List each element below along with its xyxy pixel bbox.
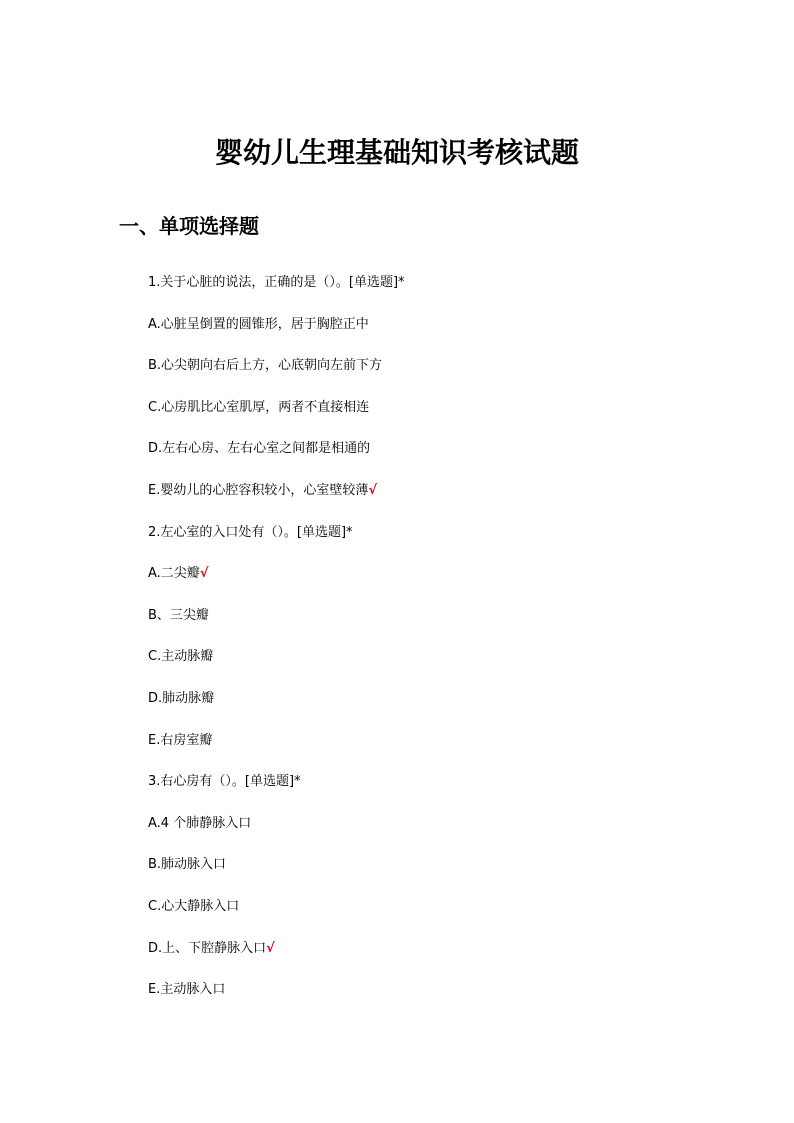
- section-heading: 一、单项选择题: [119, 214, 259, 238]
- option-2-e: [148, 730, 748, 772]
- option-1-c: [148, 397, 748, 439]
- option-1-e: [148, 480, 748, 522]
- option-3-b: [148, 854, 748, 896]
- correct-answer-check-icon: √: [266, 940, 275, 956]
- document-title: 婴幼儿生理基础知识考核试题: [214, 136, 579, 169]
- option-text: E.主动脉入口: [148, 982, 226, 998]
- question-stem-1: [148, 272, 748, 314]
- option-3-e: [148, 979, 748, 1021]
- option-text: B.心尖朝向右后上方，心底朝向左前下方: [148, 358, 383, 374]
- question-stem-text: 1.关于心脏的说法，正确的是（）。[单选题]*: [148, 275, 405, 290]
- option-text: D.上、下腔静脉入口: [148, 940, 267, 956]
- option-text: D.肺动脉瓣: [148, 690, 215, 706]
- option-3-c: [148, 896, 748, 938]
- option-2-b: [148, 605, 748, 647]
- correct-answer-check-icon: √: [368, 482, 378, 498]
- question-stem-text: 3.右心房有（）。[单选题]*: [148, 774, 301, 790]
- option-text: B.肺动脉入口: [148, 857, 227, 873]
- option-text: C.心房肌比心室肌厚，两者不直接相连: [148, 399, 370, 415]
- option-3-a: [148, 813, 748, 855]
- option-text: B、三尖瓣: [148, 607, 209, 623]
- option-2-d: [148, 688, 748, 730]
- option-3-d: [148, 938, 748, 980]
- question-stem-2: [148, 522, 748, 564]
- question-stem-text: 2.左心室的入口处有（）。[单选题]*: [148, 524, 353, 540]
- option-1-b: [148, 355, 748, 397]
- option-text: A.4 个肺静脉入口: [148, 815, 252, 831]
- question-stem-3: [148, 771, 748, 813]
- option-text: C.心大静脉入口: [148, 898, 240, 914]
- option-text: E.右房室瓣: [148, 732, 213, 748]
- option-2-c: [148, 646, 748, 688]
- correct-answer-check-icon: √: [199, 566, 209, 582]
- question-list: [148, 272, 748, 1021]
- option-text: E.婴幼儿的心腔容积较小，心室壁较薄: [148, 482, 369, 498]
- option-1-d: [148, 438, 748, 480]
- option-text: D.左右心房、左右心室之间都是相通的: [148, 441, 371, 457]
- option-2-a: [148, 563, 748, 605]
- option-text: A.心脏呈倒置的圆锥形，居于胸腔正中: [148, 316, 369, 332]
- option-text: A.二尖瓣: [148, 566, 200, 582]
- option-text: C.主动脉瓣: [148, 649, 214, 665]
- option-1-a: [148, 314, 748, 356]
